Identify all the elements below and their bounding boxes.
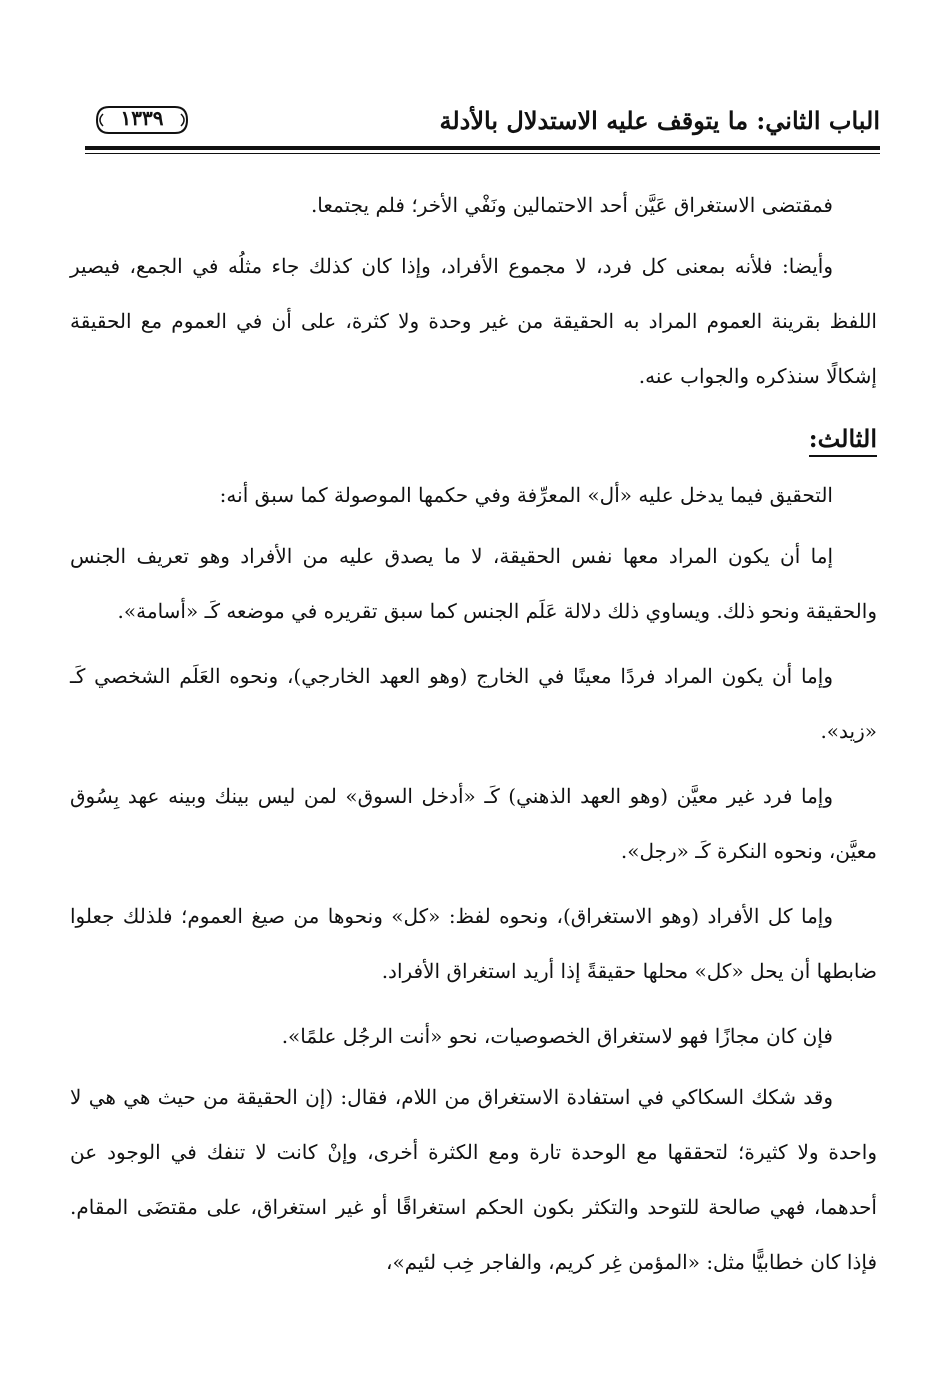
header-rule-thin <box>85 153 880 154</box>
paragraph-2: وأيضا: فلأنه بمعنى كل فرد، لا مجموع الأفراد، وإذا كان كذلك جاء مثلُه في الجمع، فيصير اللفظ بقرينة العموم المراد به الحقيقة من غير وحدة ولا كثرة، على أن في العموم مع الحقيقة إشكالًا سنذكره والجواب عنه. <box>70 254 877 388</box>
page-body <box>70 178 877 1300</box>
running-title: الباب الثاني: ما يتوقف عليه الاستدلال بالأدلة <box>439 106 880 135</box>
paragraph-9: وقد شكك السكاكي في استفادة الاستغراق من اللام، فقال: (إن الحقيقة من حيث هي هي لا واحدة ولا كثيرة؛ لتحققها مع الوحدة تارة ومع الكثرة أخرى، وإنْ كانت لا تنفك في الوجود عن أحدهما، فهي صالحة للتوحد والتكثر بكون الحكم استغراقًا أو غير استغراق، على مقتضَى المقام. فإذا كان خطابيًّا مثل: «المؤمن غِر كريم، والفاجر خِب لئيم»، <box>70 1085 877 1274</box>
page-header <box>85 98 880 160</box>
paragraph-1: فمقتضى الاستغراق عَيَّن أحد الاحتمالين ونَفْي الأخر؛ فلم يجتمعا. <box>310 193 833 217</box>
paragraph-3: التحقيق فيما يدخل عليه «أل» المعرِّفة وفي حكمها الموصولة كما سبق أنه: <box>219 483 833 507</box>
paragraph-5: وإما أن يكون المراد فردًا معينًا في الخارج (وهو العهد الخارجي)، ونحوه العَلَم الشخصي كَـ «زيد». <box>70 664 877 743</box>
section-heading-text: الثالث: <box>809 424 877 457</box>
page-number-badge <box>95 104 189 136</box>
page-number: ١٣٣٩ <box>120 106 164 130</box>
paragraph-6: وإما فرد غير معيَّن (وهو العهد الذهني) كَـ «أدخل السوق» لمن ليس بينك وبينه عهد بِسُوق معيَّن، ونحوه النكرة كَـ «رجل». <box>70 784 877 863</box>
section-heading <box>70 414 877 464</box>
paragraph-4: إما أن يكون المراد معها نفس الحقيقة، لا ما يصدق عليه من الأفراد وهو تعريف الجنس والحقيقة ونحو ذلك. ويساوي ذلك دلالة عَلَم الجنس كما سبق تقريره في موضعه كَـ «أسامة». <box>70 544 877 623</box>
paragraph-8: فإن كان مجازًا فهو لاستغراق الخصوصيات، نحو «أنت الرجُل علمًا». <box>281 1024 833 1048</box>
paragraph-7: وإما كل الأفراد (وهو الاستغراق)، ونحوه لفظ: «كل» ونحوها من صيغ العموم؛ فلذلك جعلوا ضابطها أن يحل «كل» محلها حقيقةً إذا أريد استغراق الأفراد. <box>70 904 877 983</box>
header-rule-thick <box>85 146 880 150</box>
